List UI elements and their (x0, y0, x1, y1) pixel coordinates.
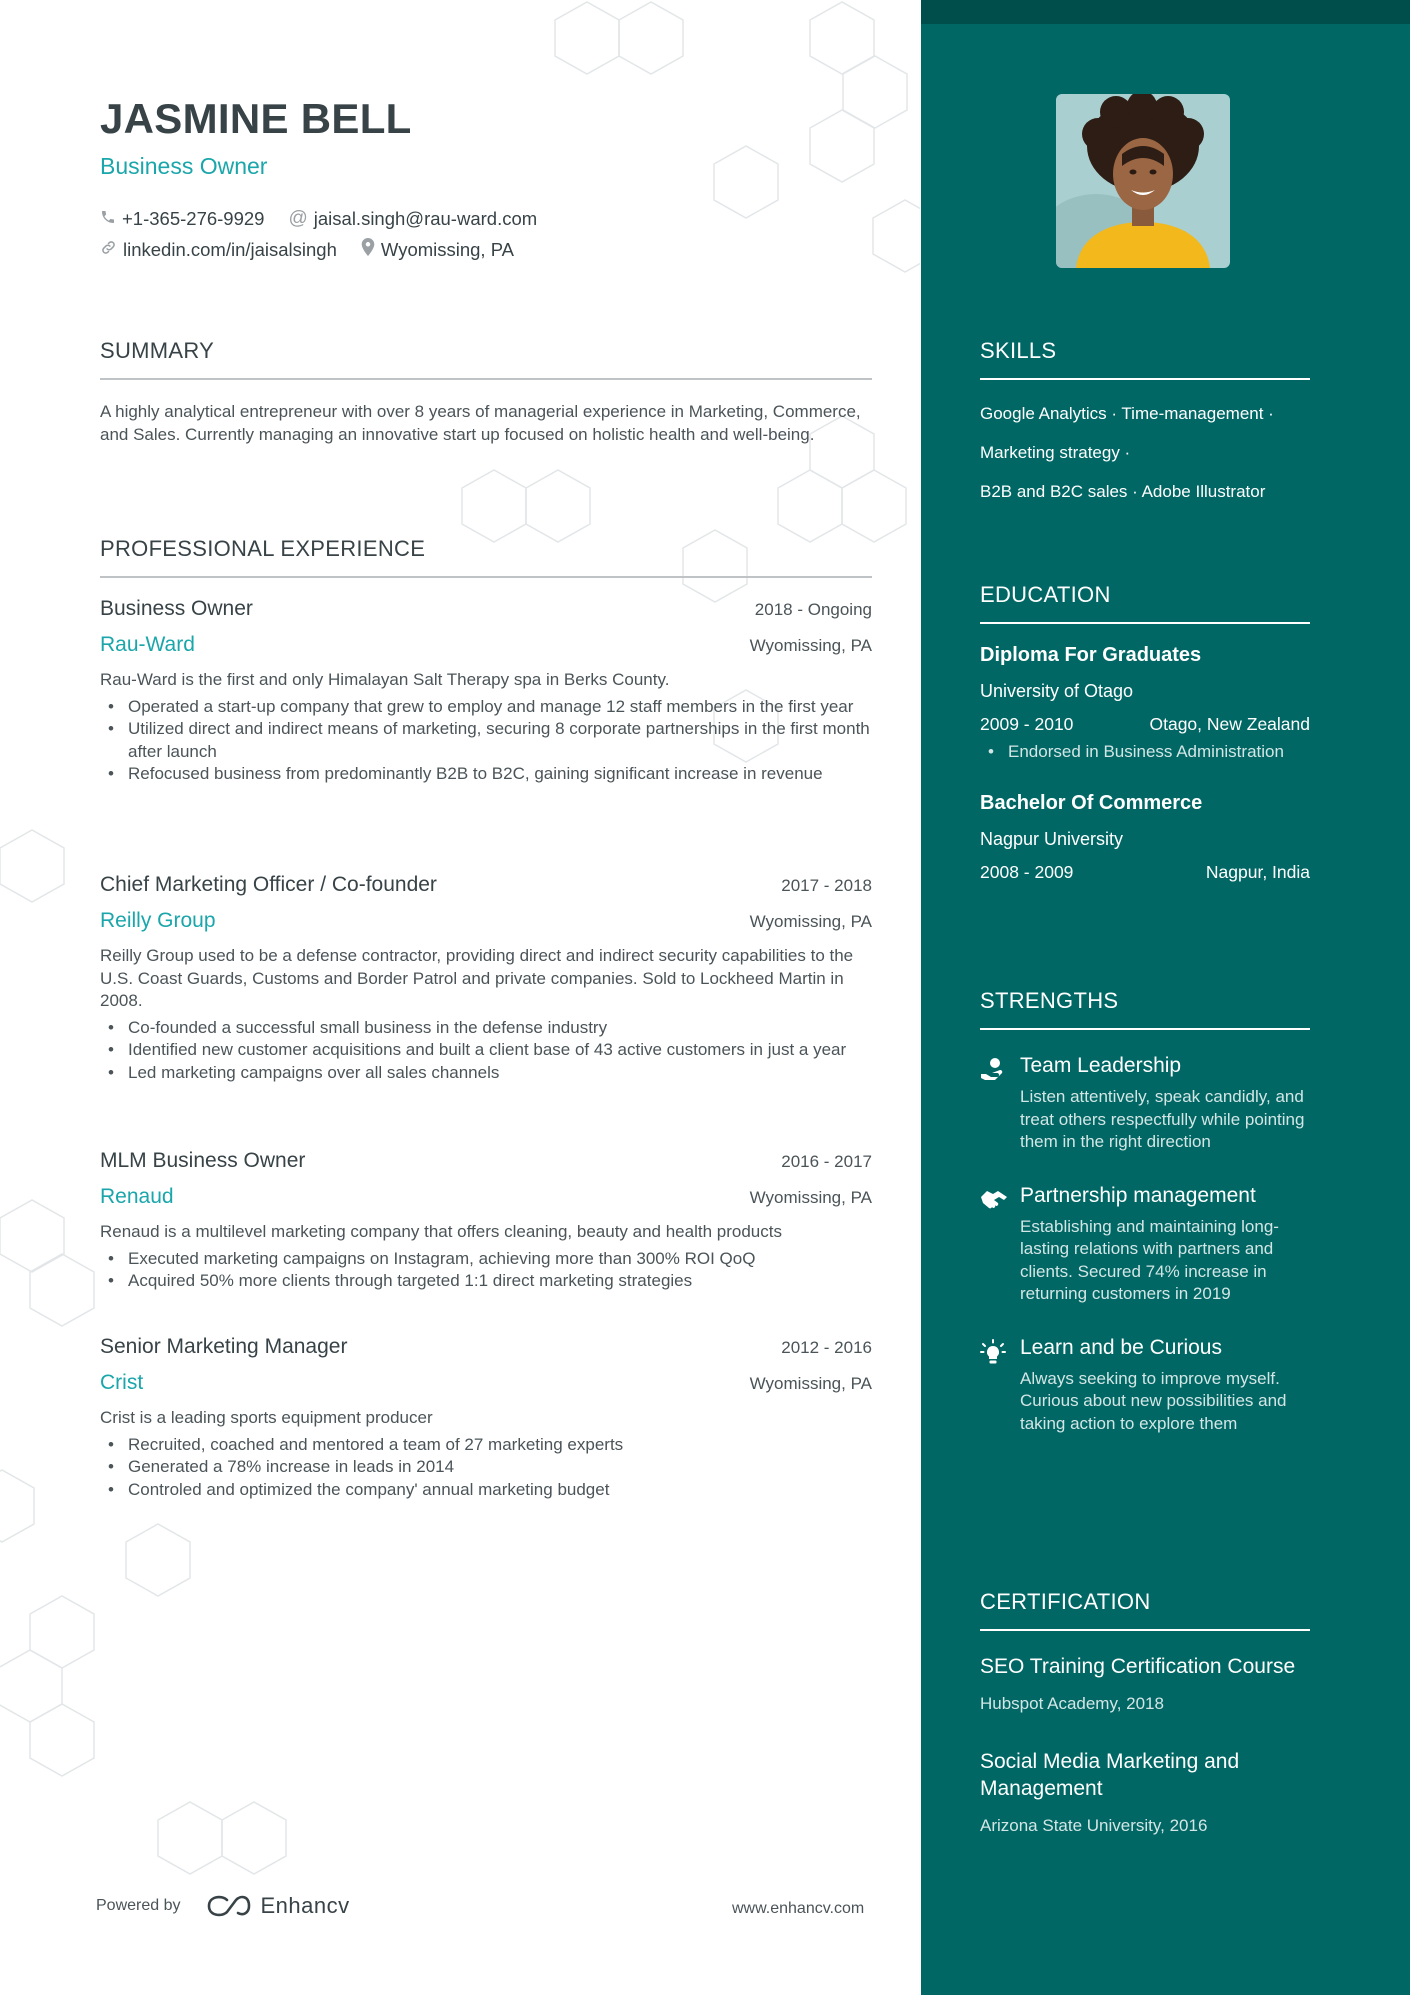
summary-heading: SUMMARY (100, 338, 872, 380)
profile-photo (1056, 94, 1230, 268)
job-bullet: • Generated a 78% increase in leads in 2014 (100, 1456, 872, 1479)
experience-heading: PROFESSIONAL EXPERIENCE (100, 536, 872, 578)
strength-description: Establishing and maintaining long-lasting relations with partners and clients. Secured 74% increase in returning customers in 2019 (1020, 1216, 1279, 1303)
phone-icon (100, 208, 116, 230)
footer-branding (96, 1893, 350, 1919)
job-bullet: • Recruited, coached and mentored a team of 27 marketing experts (100, 1434, 872, 1457)
skills-line: Google Analytics · Time-management · (980, 404, 1274, 423)
enhancv-logo[interactable] (205, 1893, 350, 1919)
education-degree: Diploma For Graduates (980, 644, 1202, 666)
job-title: MLM Business Owner (100, 1149, 306, 1172)
job-entry (100, 1149, 872, 1293)
education-school: University of Otago (980, 681, 1134, 701)
phone-number: +1-365-276-9929 (122, 207, 265, 229)
sidebar (921, 0, 1410, 1995)
job-location: Wyomissing, PA (749, 1374, 872, 1393)
skills-list (980, 394, 1310, 511)
job-description: Reilly Group used to be a defense contractor, providing direct and indirect security capabilities to the U.S. Coast Guards, Customs and Border Patrol and private companies. Sold to Lockheed Martin in 2008. (100, 946, 854, 1010)
strength-description: Listen attentively, speak candidly, and treat others respectfully while pointing them in the right direction (1020, 1087, 1305, 1151)
job-location: Wyomissing, PA (749, 636, 872, 655)
job-company: Crist (100, 1371, 144, 1394)
linkedin-url: linkedin.com/in/jaisalsingh (123, 238, 337, 260)
job-dates: 2012 - 2016 (781, 1338, 872, 1357)
candidate-title: Business Owner (100, 153, 268, 179)
education-degree: Bachelor Of Commerce (980, 791, 1203, 814)
strength-item (980, 1336, 1310, 1436)
education-bullets (980, 741, 1310, 764)
job-description: Rau-Ward is the first and only Himalayan Salt Therapy spa in Berks County. (100, 670, 670, 689)
location-contact (361, 238, 514, 261)
strengths-section (980, 988, 1310, 1435)
job-bullets (100, 1017, 872, 1085)
job-dates: 2018 - Ongoing (754, 600, 872, 619)
link-icon (100, 239, 117, 261)
job-description: Crist is a leading sports equipment producer (100, 1408, 433, 1427)
contact-info (100, 203, 561, 265)
job-bullets (100, 1434, 872, 1502)
lightbulb-icon (980, 1336, 1020, 1436)
strength-item (980, 1184, 1310, 1306)
education-bullet: • Endorsed in Business Administration (980, 741, 1310, 764)
education-location: Nagpur, India (1205, 861, 1310, 882)
job-bullet: • Operated a start-up company that grew to employ and manage 12 staff members in the first year (100, 696, 872, 719)
education-section (980, 582, 1310, 883)
job-bullets (100, 696, 872, 786)
job-location: Wyomissing, PA (749, 912, 872, 931)
enhancv-logo-icon (205, 1893, 253, 1919)
job-company: Reilly Group (100, 909, 216, 932)
at-icon: @ (288, 207, 308, 229)
powered-by-text: Powered by (96, 1897, 181, 1914)
education-dates: 2008 - 2009 (980, 861, 1074, 882)
skills-section (980, 338, 1310, 511)
job-bullet: • Acquired 50% more clients through targeted 1:1 direct marketing strategies (100, 1270, 872, 1293)
job-location: Wyomissing, PA (749, 1188, 872, 1207)
certification-org: Hubspot Academy, 2018 (980, 1694, 1164, 1713)
job-dates: 2017 - 2018 (781, 876, 872, 895)
enhancv-brand-name: Enhancv (260, 1893, 350, 1918)
education-dates: 2009 - 2010 (980, 714, 1074, 734)
location-pin-icon (361, 238, 375, 261)
hand-user-icon (980, 1054, 1020, 1154)
education-meta (980, 862, 1310, 883)
skills-line: B2B and B2C sales · Adobe Illustrator (980, 482, 1266, 501)
job-bullet: • Co-founded a successful small business in the defense industry (100, 1017, 872, 1040)
job-dates: 2016 - 2017 (781, 1152, 872, 1171)
job-bullet: • Identified new customer acquisitions and built a client base of 43 active customers in just a year (100, 1039, 872, 1062)
email-address: jaisal.singh@rau-ward.com (313, 207, 538, 229)
linkedin-contact[interactable] (100, 239, 337, 261)
phone-contact[interactable] (100, 208, 264, 230)
job-description: Renaud is a multilevel marketing company that offers cleaning, beauty and health products (100, 1222, 782, 1241)
job-bullet: • Led marketing campaigns over all sales channels (100, 1062, 872, 1085)
job-entry (100, 1335, 872, 1501)
certification-section (980, 1589, 1310, 1836)
skills-heading: SKILLS (980, 338, 1310, 380)
job-bullets (100, 1248, 872, 1293)
sidebar-top-strip (921, 0, 1410, 24)
skills-line: Marketing strategy · (980, 443, 1131, 462)
job-bullet: • Executed marketing campaigns on Instagram, achieving more than 300% ROI QoQ (100, 1248, 872, 1271)
education-school: Nagpur University (980, 828, 1124, 849)
strength-title: Partnership management (1020, 1183, 1256, 1207)
strength-title: Team Leadership (1020, 1054, 1182, 1077)
certification-name: Social Media Marketing and Management (980, 1750, 1240, 1800)
job-entry (100, 597, 872, 786)
job-company: Renaud (100, 1185, 174, 1208)
summary-text: A highly analytical entrepreneur with over 8 years of managerial experience in Marketing, Commerce, and Sales. Currently managing an innovative start up focused on holistic health and well-being. (100, 402, 861, 444)
email-contact[interactable] (288, 208, 537, 230)
education-heading: EDUCATION (980, 582, 1310, 624)
website-link[interactable]: www.enhancv.com (732, 1900, 865, 1917)
job-entry (100, 873, 872, 1084)
strength-description: Always seeking to improve myself. Curious about new possibilities and taking action to explore them (1020, 1368, 1287, 1433)
strength-item (980, 1054, 1310, 1154)
education-location: Otago, New Zealand (1149, 714, 1310, 734)
job-bullet: • Utilized direct and indirect means of marketing, securing 8 corporate partnerships in the first month after launch (100, 718, 872, 763)
certification-heading: CERTIFICATION (980, 1589, 1310, 1631)
job-company: Rau-Ward (100, 633, 195, 656)
handshake-icon (980, 1184, 1020, 1306)
job-title: Senior Marketing Manager (100, 1335, 348, 1358)
strength-title: Learn and be Curious (1020, 1335, 1222, 1359)
certification-org: Arizona State University, 2016 (980, 1816, 1208, 1835)
strengths-heading: STRENGTHS (980, 988, 1310, 1030)
candidate-name: JASMINE BELL (100, 95, 412, 142)
location-text: Wyomissing, PA (380, 238, 515, 260)
education-meta (980, 714, 1310, 735)
job-bullet: • Controled and optimized the company' annual marketing budget (100, 1479, 872, 1502)
job-title: Chief Marketing Officer / Co-founder (100, 873, 437, 896)
certification-name: SEO Training Certification Course (980, 1655, 1296, 1678)
job-bullet: • Refocused business from predominantly B2B to B2C, gaining significant increase in revenue (100, 763, 872, 786)
job-title: Business Owner (100, 597, 253, 620)
